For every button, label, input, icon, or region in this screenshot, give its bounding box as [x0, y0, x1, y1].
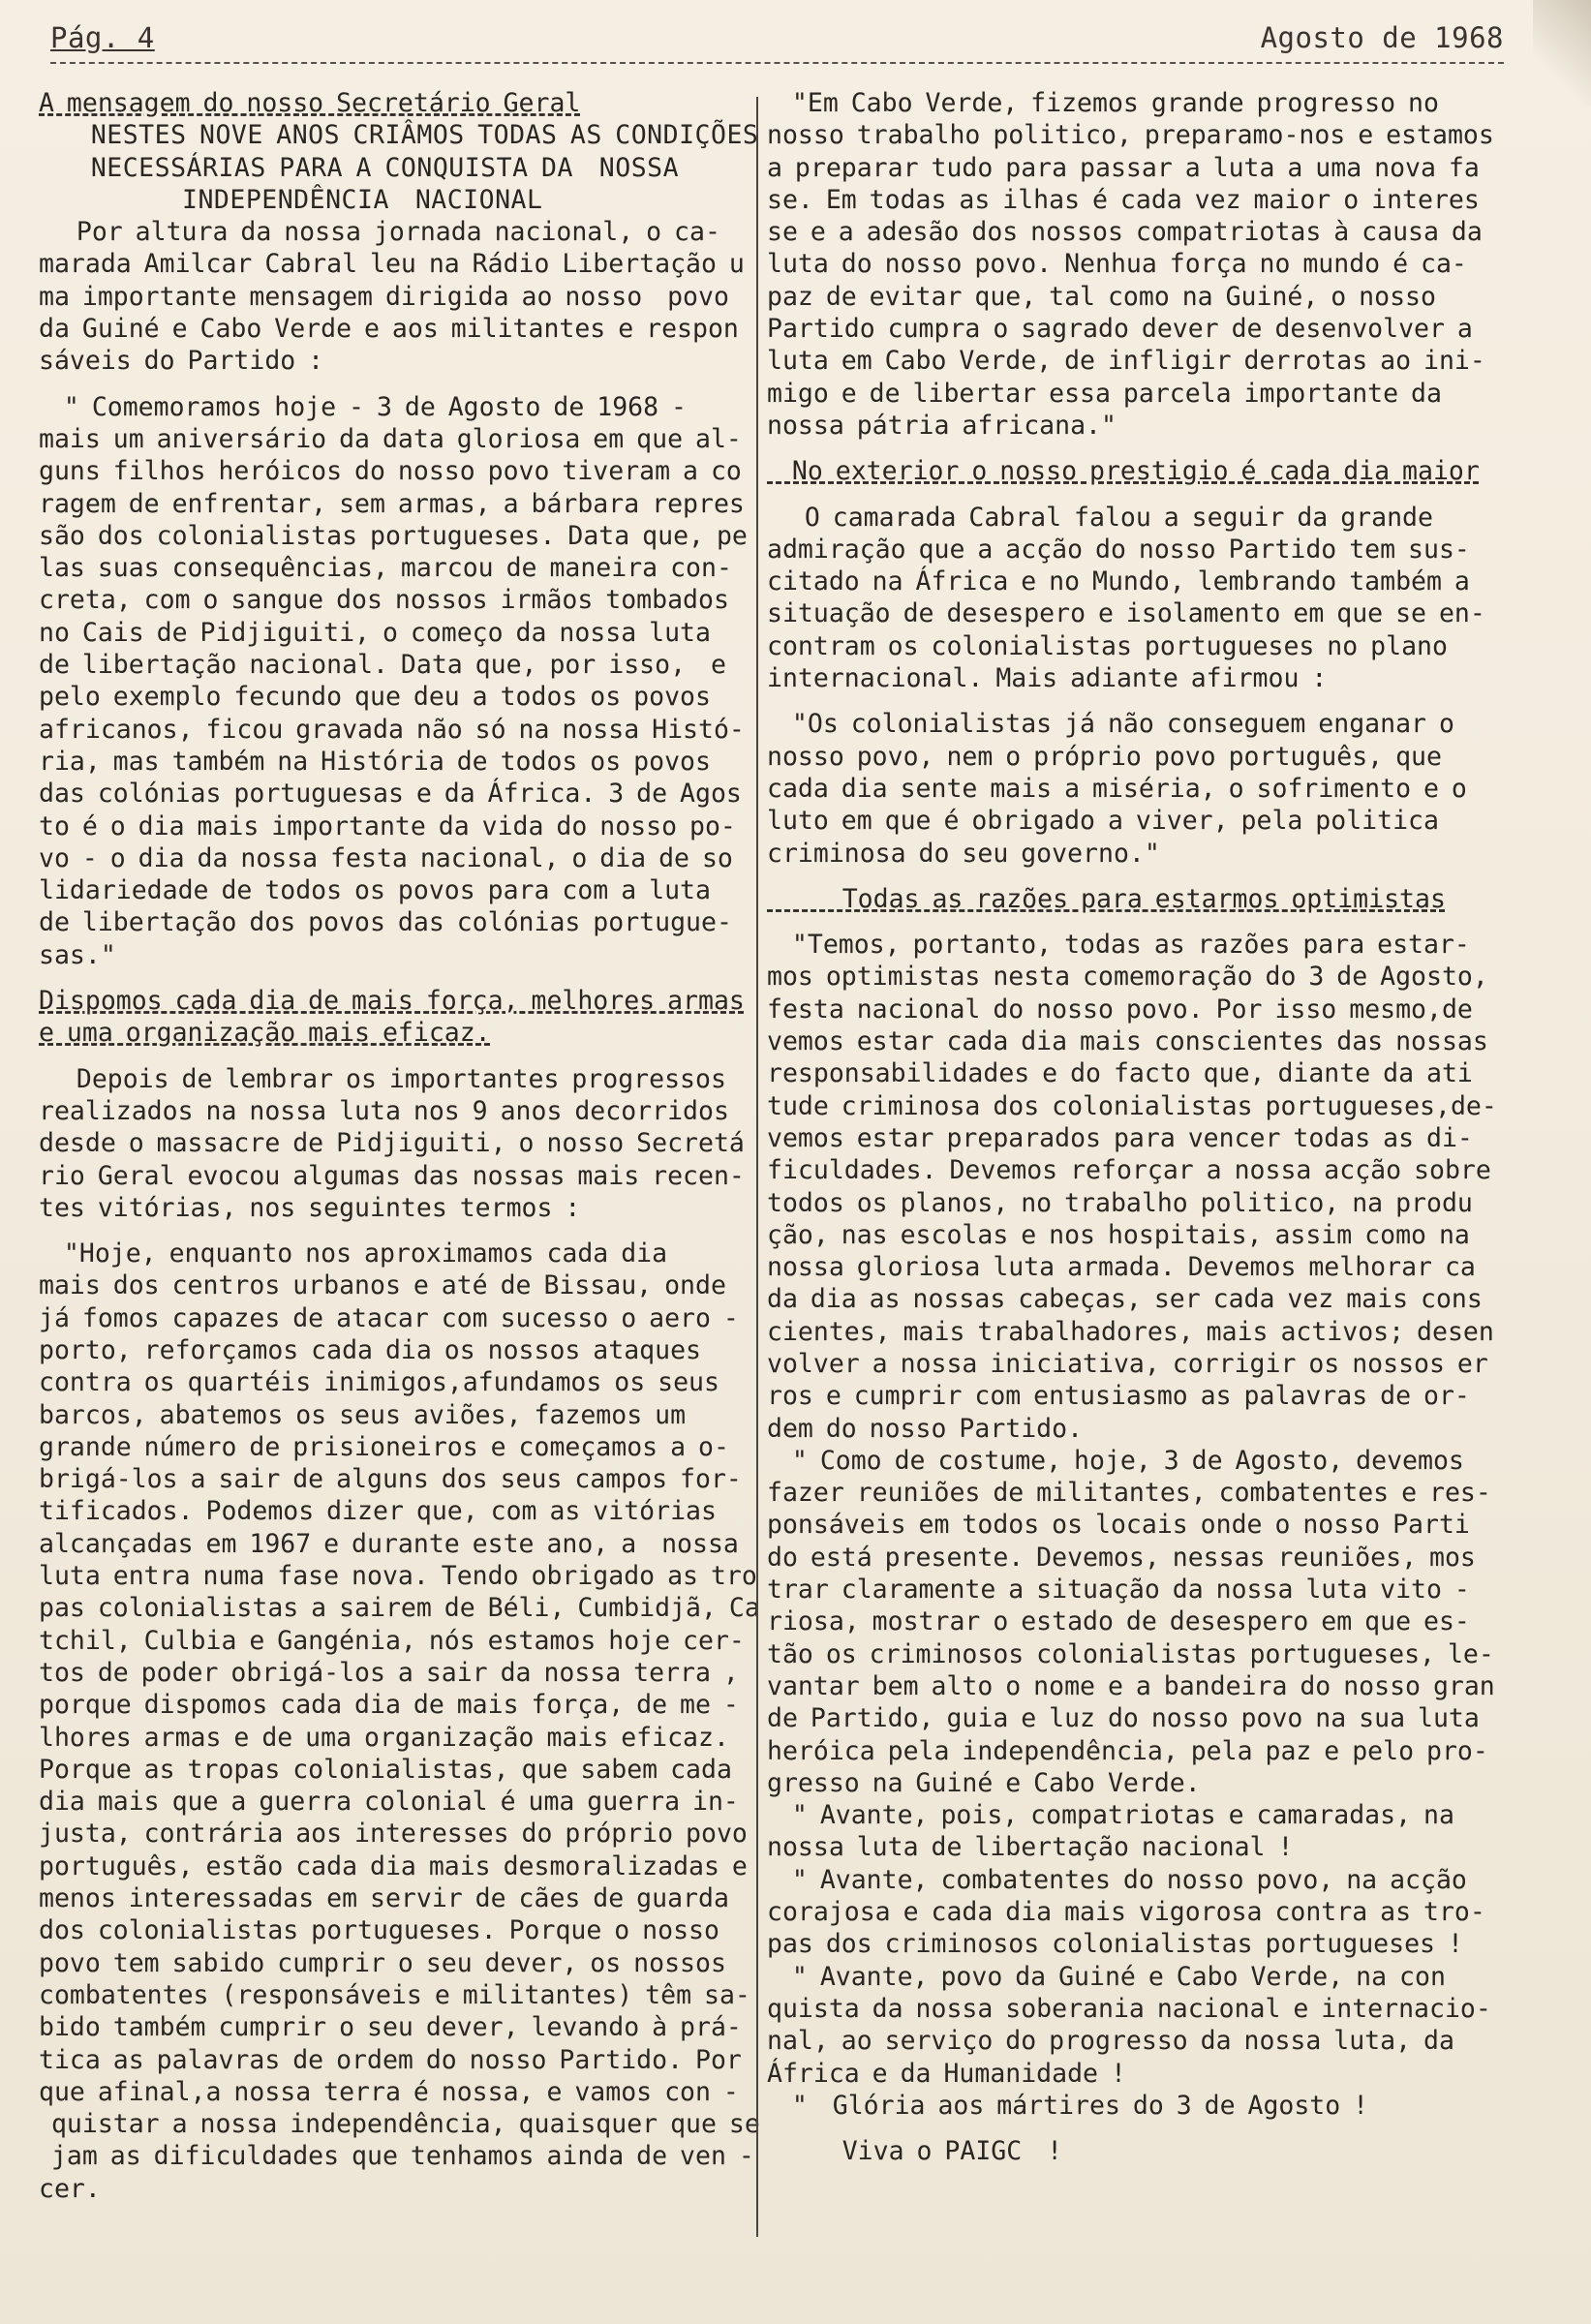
text-line: " Avante, povo da Guiné e Cabo Verde, na con: [767, 1961, 1446, 1992]
text-line: bido também cumprir o seu dever, levando à prá-: [39, 2012, 742, 2043]
text-line: " Como de costume, hoje, 3 de Agosto, devemos: [767, 1445, 1464, 1476]
right-column: [767, 87, 1513, 2167]
text-line: luta do nosso povo. Nenhua força no mundo é ca-: [767, 249, 1467, 280]
text-line: mos optimistas nesta comemoração do 3 de Agosto,: [767, 962, 1488, 993]
text-line: pelo exemplo fecundo que deu a todos os povos: [39, 682, 711, 713]
text-line: tchil, Culbia e Gangénia, nós estamos hoje cer-: [39, 1625, 745, 1656]
text-line: grande número de prisioneiros e começamos a o-: [39, 1431, 729, 1462]
text-line: dem do nosso Partido.: [767, 1413, 1084, 1444]
paragraph-gap: [39, 378, 775, 391]
text-line: admiração que a acção do nosso Partido tem sus-: [767, 534, 1470, 565]
text-line: realizados na nossa luta nos 9 anos decorridos: [39, 1095, 729, 1126]
text-line: combatentes (responsáveis e militantes) têm sa-: [39, 1979, 750, 2010]
section-heading: No exterior o nosso prestigio é cada dia maior: [767, 456, 1480, 487]
text-line: a preparar tudo para passar a luta a uma nova fa: [767, 152, 1480, 183]
text-line: ponsáveis em todos os locais onde o nosso Parti: [767, 1510, 1470, 1541]
text-line: luto em que é obrigado a viver, pela politica: [767, 806, 1439, 837]
text-line: cada dia sente mais a miséria, o sofrimento e o: [767, 773, 1467, 804]
text-line: dos colonialistas portugueses. Porque o nosso: [39, 1915, 719, 1946]
paragraph-gap: [767, 694, 1513, 708]
text-line: povo tem sabido cumprir o seu dever, os nossos: [39, 1947, 726, 1978]
text-line: tude criminosa dos colonialistas portugueses,de-: [767, 1090, 1497, 1121]
paragraph-gap: [39, 1050, 775, 1063]
section-heading: Dispomos cada dia de mais força, melhores armas: [39, 986, 745, 1017]
text-line: " Avante, pois, compatriotas e camaradas, na: [767, 1800, 1454, 1831]
issue-date: Agosto de 1968: [1260, 21, 1504, 54]
text-line: citado na África e no Mundo, lembrando também a: [767, 566, 1470, 597]
section-heading: A mensagem do nosso Secretário Geral: [39, 88, 581, 118]
text-line: da Guiné e Cabo Verde e aos militantes e respon: [39, 314, 739, 345]
text-line: vo - o dia da nossa festa nacional, o dia de so: [39, 842, 733, 873]
text-line: África e da Humanidade !: [767, 2058, 1126, 2089]
text-line: dia mais que a guerra colonial é uma guerra in-: [39, 1787, 739, 1818]
text-line: Porque as tropas colonialistas, que sabem cada: [39, 1754, 732, 1785]
text-line: de libertação nacional. Data que, por isso, e: [39, 650, 726, 681]
text-line: migo e de libertar essa parcela importante da: [767, 378, 1442, 409]
text-line: heróica pela independência, pela paz e pelo pro-: [767, 1735, 1488, 1766]
text-line: "Hoje, enquanto nos aproximamos cada dia: [39, 1238, 668, 1269]
text-line: corajosa e cada dia mais vigorosa contra as tro-: [767, 1897, 1485, 1928]
text-line: trar claramente a situação da nossa luta vito -: [767, 1575, 1470, 1605]
text-line: quistar a nossa independência, quaisquer que se: [39, 2109, 760, 2140]
text-line: creta, com o sangue dos nossos irmãos tombados: [39, 585, 729, 616]
text-line: rio Geral evocou algumas das nossas mais recen-: [39, 1160, 745, 1191]
text-line: ção, nas escolas e nos hospitais, assim como na: [767, 1219, 1470, 1250]
paragraph-gap: [767, 442, 1513, 455]
text-line: jam as dificuldades que tenhamos ainda de ven -: [39, 2141, 754, 2172]
text-line: alcançadas em 1967 e durante este ano, a nossa: [39, 1528, 739, 1559]
text-line: O camarada Cabral falou a seguir da grande: [767, 502, 1433, 533]
page-number: Pág. 4: [50, 21, 155, 54]
text-line: mais um aniversário da data gloriosa em que al-: [39, 423, 742, 454]
text-line: português, estão cada dia mais desmoralizadas e: [39, 1850, 748, 1881]
text-line: volver a nossa iniciativa, corrigir os nossos er: [767, 1348, 1488, 1379]
text-line: festa nacional do nosso povo. Por isso mesmo,de: [767, 994, 1473, 1024]
text-line: tes vitórias, nos seguintes termos :: [39, 1192, 581, 1223]
text-line: pas colonialistas a sairem de Béli, Cumbidjã, Ca: [39, 1593, 760, 1624]
paragraph-gap: [39, 971, 775, 985]
text-line: sáveis do Partido :: [39, 346, 324, 377]
text-line: paz de evitar que, tal como na Guiné, o nosso: [767, 281, 1436, 312]
text-line: nossa luta de libertação nacional !: [767, 1832, 1294, 1863]
text-line: luta entra numa fase nova. Tendo obrigado as tro: [39, 1561, 757, 1592]
text-line: das colónias portuguesas e da África. 3 de Agos: [39, 779, 742, 810]
text-line: INDEPENDÊNCIA NACIONAL: [39, 184, 543, 215]
text-line: las suas consequências, marcou de maneira con-: [39, 553, 732, 584]
text-line: ragem de enfrentar, sem armas, a bárbara repres: [39, 488, 745, 519]
text-line: NESTES NOVE ANOS CRIÂMOS TODAS AS CONDIÇÕES: [39, 120, 759, 151]
text-line: guns filhos heróicos do nosso povo tiveram a co: [39, 456, 742, 487]
text-line: contra os quartéis inimigos,afundamos os seus: [39, 1367, 719, 1398]
text-line: Depois de lembrar os importantes progressos: [39, 1063, 726, 1094]
text-line: situação de desespero e isolamento em que se en-: [767, 598, 1485, 629]
paragraph-gap: [767, 915, 1513, 929]
text-line: "Em Cabo Verde, fizemos grande progresso no: [767, 88, 1439, 118]
text-line: porto, reforçamos cada dia os nossos ataques: [39, 1334, 701, 1365]
text-line: mais dos centros urbanos e até de Bissau, onde: [39, 1270, 726, 1301]
text-line: " Avante, combatentes do nosso povo, na acção: [767, 1864, 1467, 1895]
text-line: responsabilidades e do facto que, diante da ati: [767, 1058, 1473, 1089]
text-line: " Comemoramos hoje - 3 de Agosto de 1968 -: [39, 391, 687, 422]
section-heading: Todas as razões para estarmos optimistas: [767, 883, 1446, 914]
text-line: no Cais de Pidjiguiti, o começo da nossa luta: [39, 617, 711, 648]
text-line: já fomos capazes de atacar com sucesso o aero -: [39, 1302, 739, 1333]
section-heading: e uma organização mais eficaz.: [39, 1018, 491, 1049]
text-line: tificados. Podemos dizer que, com as vitórias: [39, 1496, 717, 1527]
paragraph-gap: [767, 488, 1513, 502]
text-line: Partido cumpra o sagrado dever de desenvolver a: [767, 314, 1473, 345]
text-line: justa, contrária aos interesses do próprio povo: [39, 1819, 748, 1850]
text-line: fazer reuniões de militantes, combatentes e res-: [767, 1478, 1491, 1509]
text-line: se. Em todas as ilhas é cada vez maior o interes: [767, 184, 1480, 215]
text-line: todos os planos, no trabalho politico, na produ: [767, 1187, 1473, 1218]
paragraph-gap: [767, 870, 1513, 883]
text-line: são dos colonialistas portugueses. Data que, pe: [39, 520, 748, 551]
text-line: tos de poder obrigá-los a sair da nossa terra ,: [39, 1657, 739, 1688]
text-line: nossa pátria africana.": [767, 410, 1117, 441]
text-line: gresso na Guiné e Cabo Verde.: [767, 1767, 1201, 1798]
text-line: da dia as nossas cabeças, ser cada vez mais cons: [767, 1284, 1483, 1315]
page-corner-fold: [1533, 0, 1591, 107]
text-line: marada Amilcar Cabral leu na Rádio Libertação u: [39, 249, 745, 280]
text-line: vantar bem alto o nome e a bandeira do nosso gran: [767, 1670, 1495, 1701]
header-rule: [50, 62, 1504, 64]
text-line: lhores armas e de uma organização mais eficaz.: [39, 1722, 729, 1753]
text-line: vemos estar cada dia mais conscientes das nossas: [767, 1026, 1488, 1057]
text-line: barcos, abatemos os seus aviões, fazemos um: [39, 1399, 687, 1430]
text-line: lidariedade de todos os povos para com a luta: [39, 875, 711, 906]
text-line: " Glória aos mártires do 3 de Agosto !: [767, 2090, 1369, 2121]
text-line: cientes, mais trabalhadores, mais activos; desen: [767, 1316, 1494, 1347]
text-line: que afinal,a nossa terra é nossa, e vamos con -: [39, 2076, 739, 2107]
text-line: pas dos criminosos colonialistas portugueses !: [767, 1929, 1463, 1960]
text-line: Por altura da nossa jornada nacional, o ca-: [39, 217, 720, 248]
text-line: tica as palavras de ordem do nosso Partido. Por: [39, 2044, 742, 2075]
text-line: brigá-los a sair de alguns dos seus campos for-: [39, 1464, 742, 1495]
text-line: vemos estar preparados para vencer todas as di-: [767, 1122, 1473, 1153]
text-line: ma importante mensagem dirigida ao nosso povo: [39, 281, 729, 312]
text-line: nossa gloriosa luta armada. Devemos melhorar ca: [767, 1252, 1476, 1283]
text-line: do está presente. Devemos, nessas reuniões, mos: [767, 1542, 1476, 1573]
text-line: porque dispomos cada dia de mais força, de me -: [39, 1690, 739, 1721]
left-column: [39, 87, 775, 2205]
text-line: "Os colonialistas já não conseguem enganar o: [767, 709, 1454, 740]
text-line: Viva o PAIGC !: [767, 2136, 1063, 2167]
text-line: quista da nossa soberania nacional e internacio-: [767, 1993, 1491, 2024]
paragraph-gap: [39, 1224, 775, 1238]
text-line: riosa, mostrar o estado de desespero em que es-: [767, 1606, 1470, 1637]
text-line: tão os criminosos colonialistas portugueses, le-: [767, 1638, 1494, 1669]
text-line: de libertação dos povos das colónias portugue-: [39, 907, 732, 938]
text-line: ros e cumprir com entusiasmo as palavras de or-: [767, 1381, 1470, 1412]
text-line: nosso trabalho politico, preparamo-nos e estamos: [767, 120, 1494, 151]
paragraph-gap: [767, 2122, 1513, 2135]
text-line: luta em Cabo Verde, de infligir derrotas ao ini-: [767, 346, 1485, 377]
text-line: cer.: [39, 2173, 101, 2204]
text-line: to é o dia mais importante da vida do nosso po-: [39, 810, 736, 841]
text-line: "Temos, portanto, todas as razões para estar-: [767, 930, 1470, 961]
text-line: sas.": [39, 939, 116, 970]
text-line: desde o massacre de Pidjiguiti, o nosso Secretá: [39, 1128, 745, 1159]
text-line: nal, ao serviço do progresso da nossa luta, da: [767, 2026, 1454, 2057]
text-line: criminosa do seu governo.": [767, 838, 1160, 869]
text-line: se e a adesão dos nossos compatriotas à causa da: [767, 217, 1483, 248]
text-line: africanos, ficou gravada não só na nossa Histó-: [39, 714, 745, 745]
column-divider: [756, 97, 758, 2237]
text-line: de Partido, guia e luz do nosso povo na sua luta: [767, 1703, 1480, 1734]
text-line: internacional. Mais adiante afirmou :: [767, 663, 1328, 694]
text-line: nosso povo, nem o próprio povo português, que: [767, 741, 1442, 772]
text-line: menos interessadas em servir de cães de guarda: [39, 1883, 729, 1914]
text-line: ficuldades. Devemos reforçar a nossa acção sobre: [767, 1155, 1491, 1186]
text-line: ria, mas também na História de todos os povos: [39, 746, 711, 777]
text-line: NECESSÁRIAS PARA A CONQUISTA DA NOSSA: [39, 152, 680, 183]
text-line: contram os colonialistas portugueses no plano: [767, 630, 1448, 661]
